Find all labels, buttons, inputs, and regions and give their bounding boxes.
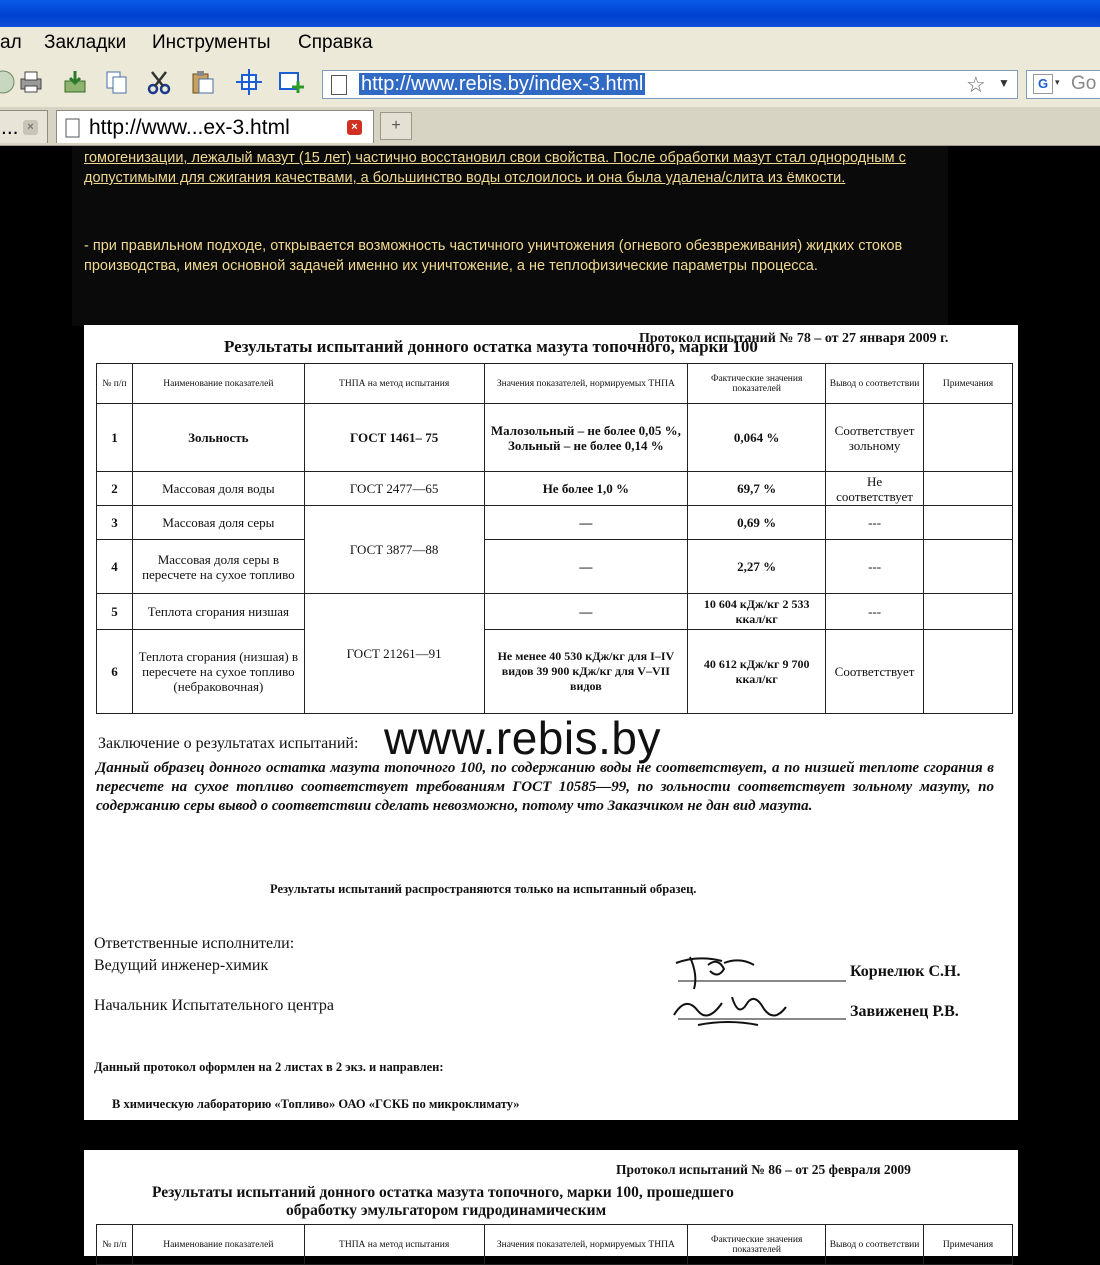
table-header-row	[97, 364, 1013, 404]
document-title-line1: Результаты испытаний донного остатка мазута топочного, марки 100, прошедшего	[152, 1184, 734, 1201]
menu-item-journal[interactable]: ал	[0, 32, 22, 53]
menu-item-bookmarks[interactable]: Закладки	[44, 32, 127, 53]
header-cell: № п/п	[97, 364, 133, 404]
signature-marks	[668, 945, 848, 1035]
cell-verdict: Соответствует зольному	[826, 404, 924, 472]
google-icon[interactable]: G	[1033, 74, 1053, 94]
save-icon[interactable]	[62, 69, 88, 95]
tab-label: http://www...ex-3.html	[89, 116, 290, 139]
cell-name: Теплота сгорания (низшая) в пересчете на сухое топливо (небраковочная)	[132, 630, 304, 714]
tab-bar	[0, 107, 1100, 146]
print-icon[interactable]	[18, 69, 44, 95]
fullscreen-icon[interactable]	[236, 69, 262, 95]
protocol-scan-78	[84, 325, 1018, 1120]
article-paragraph-link[interactable]: гомогенизации, лежалый мазут (15 лет) частично восстановил свои свойства. После обработки мазут стал однородным с допустимыми для сжигания качествами, а большинство воды отслоилось и она была удалена/слита из ёмкости.	[84, 150, 906, 186]
header-cell: Фактические значения показателей	[688, 364, 826, 404]
cell-verdict: ---	[826, 506, 924, 540]
tab-active[interactable]	[56, 110, 374, 143]
back-icon[interactable]	[0, 69, 16, 95]
cell-name: Теплота сгорания низшая	[132, 594, 304, 630]
document-title: Результаты испытаний донного остатка мазута топочного, марки 100	[224, 337, 758, 356]
watermark: www.rebis.by	[384, 712, 661, 764]
conclusion-text: Данный образец донного остатка мазута топочного 100, по содержанию воды не соответствует, а по низшей теплоте сгорания в пересчете на сухое топливо соответствует требованиям ГОСТ 10585—99, по зольности соответствует зольному мазуту, по содержанию серы вывод о соответствии сделать невозможно, потому что Заказчиком не дан вид мазута.	[96, 760, 994, 814]
table-row	[97, 540, 1013, 594]
cell-name: Массовая доля серы	[132, 506, 304, 540]
search-placeholder: Go	[1071, 73, 1097, 94]
cell-norm: —	[484, 540, 688, 594]
page-icon	[65, 118, 81, 138]
paste-icon[interactable]	[190, 69, 216, 95]
table-row	[97, 506, 1013, 540]
tab-label: ...	[1, 116, 19, 139]
copy-icon[interactable]	[104, 69, 130, 95]
header-cell: Значения показателей, нормируемых ТНПА	[484, 1225, 688, 1265]
address-bar[interactable]	[322, 70, 1018, 99]
cell-verdict: ---	[826, 594, 924, 630]
cell-norm: —	[484, 506, 688, 540]
table-header-row	[97, 1225, 1013, 1265]
header-cell: Вывод о соответствии	[826, 1225, 924, 1265]
scope-note: Результаты испытаний распространяются только на испытанный образец.	[270, 882, 697, 896]
role-center-head: Начальник Испытательного центра	[94, 997, 334, 1014]
cell-actual: 2,27 %	[688, 540, 826, 594]
window-titlebar[interactable]	[0, 0, 1100, 27]
cell-actual: 0,69 %	[688, 506, 826, 540]
cell-note	[924, 630, 1013, 714]
search-engine-dropdown-icon[interactable]: ▾	[1055, 77, 1060, 87]
header-cell: Наименование показателей	[132, 1225, 304, 1265]
signer-name-1: Корнелюк С.Н.	[850, 963, 961, 980]
address-url[interactable]: http://www.rebis.by/index-3.html	[361, 73, 644, 95]
header-cell: Фактические значения показателей	[688, 1225, 826, 1265]
distribution-recipient: В химическую лабораторию «Топливо» ОАО «ГСКБ по микроклимату»	[112, 1097, 520, 1111]
cell-note	[924, 506, 1013, 540]
header-cell: ТНПА на метод испытания	[304, 364, 484, 404]
signer-name-2: Завиженец Р.В.	[850, 1003, 959, 1020]
protocol-scan-86	[84, 1150, 1018, 1256]
cell-name: Массовая доля воды	[132, 472, 304, 506]
table-row	[97, 404, 1013, 472]
cell-actual: 10 604 кДж/кг 2 533 ккал/кг	[688, 594, 826, 630]
header-cell: Примечания	[924, 1225, 1013, 1265]
cell-note	[924, 540, 1013, 594]
close-icon[interactable]: ×	[347, 120, 362, 135]
cell-note	[924, 404, 1013, 472]
tab-previous[interactable]	[0, 110, 48, 143]
chevron-down-icon[interactable]: ▼	[998, 76, 1010, 90]
bookmark-star-icon[interactable]: ☆	[966, 72, 986, 97]
cell-norm: Малозольный – не более 0,05 %, Зольный – не более 0,14 %	[484, 404, 688, 472]
cell-number: 6	[97, 630, 133, 714]
cell-method: ГОСТ 2477—65	[304, 472, 484, 506]
protocol-number: Протокол испытаний № 86 – от 25 февраля 2009	[616, 1162, 911, 1177]
close-icon[interactable]: ×	[23, 120, 38, 135]
cell-actual: 69,7 %	[688, 472, 826, 506]
menu-item-help[interactable]: Справка	[298, 32, 373, 53]
cell-note	[924, 594, 1013, 630]
results-table	[96, 363, 1013, 714]
menu-bar	[0, 27, 1100, 59]
responsible-heading: Ответственные исполнители:	[94, 935, 295, 952]
table-row	[97, 594, 1013, 630]
add-bookmark-icon[interactable]	[278, 69, 304, 95]
header-cell: ТНПА на метод испытания	[304, 1225, 484, 1265]
header-cell: Наименование показателей	[132, 364, 304, 404]
cell-number: 1	[97, 404, 133, 472]
cell-verdict: ---	[826, 540, 924, 594]
cell-number: 2	[97, 472, 133, 506]
cell-method: ГОСТ 1461– 75	[304, 404, 484, 472]
header-cell: Примечания	[924, 364, 1013, 404]
protocol-number: Протокол испытаний № 78 – от 27 января 2009 г.	[639, 331, 949, 346]
role-chemist: Ведущий инженер-химик	[94, 957, 269, 974]
article-paragraph: - при правильном подходе, открывается возможность частичного уничтожения (огневого обезвреживания) жидких стоков производства, имея основной задачей именно их уничтожение, а не теплофизические параметры процесса.	[84, 238, 903, 274]
cell-name: Зольность	[132, 404, 304, 472]
cell-verdict: Не соответствует	[826, 472, 924, 506]
cell-norm: Не менее 40 530 кДж/кг для I–IV видов 39 900 кДж/кг для V–VII видов	[484, 630, 688, 714]
header-cell: Значения показателей, нормируемых ТНПА	[484, 364, 688, 404]
cell-number: 3	[97, 506, 133, 540]
table-row	[97, 630, 1013, 714]
header-cell: Вывод о соответствии	[826, 364, 924, 404]
new-tab-button[interactable]: +	[380, 112, 412, 140]
search-box[interactable]	[1026, 70, 1100, 99]
cell-name: Массовая доля серы в пересчете на сухое топливо	[132, 540, 304, 594]
cell-number: 5	[97, 594, 133, 630]
table-row	[97, 472, 1013, 506]
distribution-note: Данный протокол оформлен на 2 листах в 2 экз. и направлен:	[94, 1060, 444, 1074]
cell-actual: 0,064 %	[688, 404, 826, 472]
cell-actual: 40 612 кДж/кг 9 700 ккал/кг	[688, 630, 826, 714]
page-icon	[331, 75, 347, 95]
conclusion-heading: Заключение о результатах испытаний:	[98, 735, 359, 752]
cut-icon[interactable]	[146, 69, 172, 95]
cell-norm: Не более 1,0 %	[484, 472, 688, 506]
cell-method: ГОСТ 21261—91	[304, 594, 484, 714]
cell-method: ГОСТ 3877—88	[304, 506, 484, 594]
cell-number: 4	[97, 540, 133, 594]
cell-norm: —	[484, 594, 688, 630]
cell-note	[924, 472, 1013, 506]
document-title-line2: обработку эмульгатором гидродинамическим	[286, 1202, 607, 1219]
header-cell: № п/п	[97, 1225, 133, 1265]
menu-item-tools[interactable]: Инструменты	[152, 32, 271, 53]
results-table	[96, 1224, 1013, 1265]
cell-verdict: Соответствует	[826, 630, 924, 714]
